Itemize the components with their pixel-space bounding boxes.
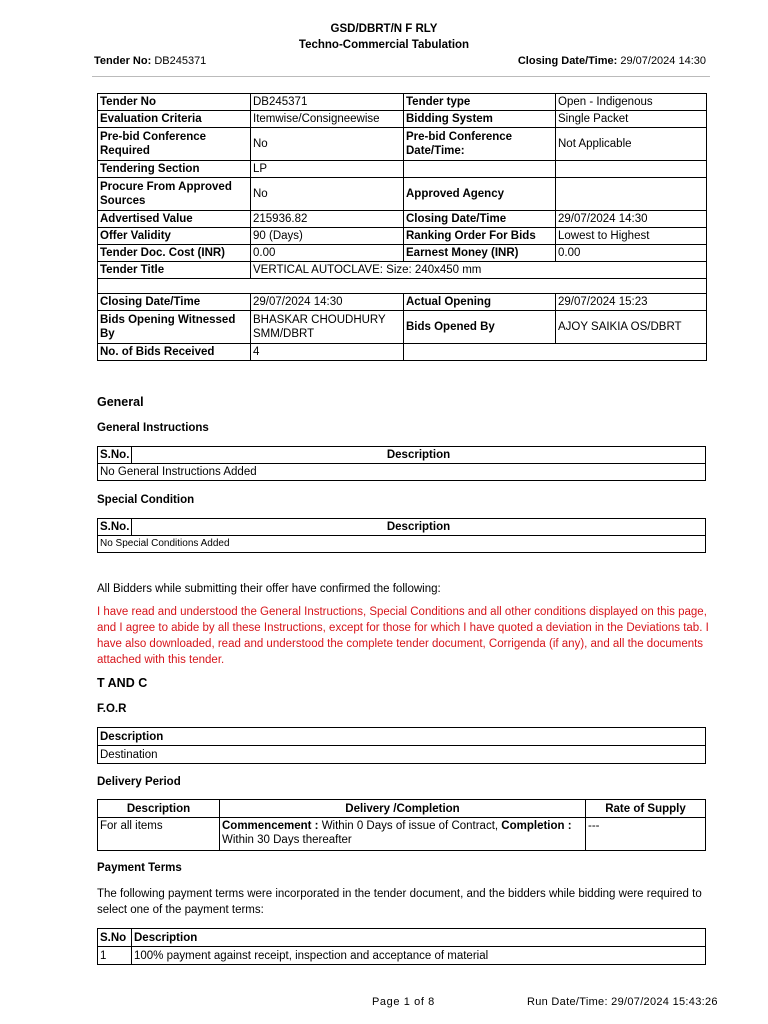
table-row (98, 245, 707, 262)
table-cell: 0.00 (556, 245, 707, 262)
table-cell: DB245371 (251, 94, 404, 111)
table-cell: No (251, 128, 404, 161)
description-header: Description (132, 447, 706, 464)
table-cell: Bids Opened By (404, 311, 556, 344)
table-cell: Earnest Money (INR) (404, 245, 556, 262)
sno-header: S.No (98, 929, 132, 947)
empty-message: No General Instructions Added (98, 464, 706, 481)
description-header: Description (132, 519, 706, 536)
table-cell: Tender Title (98, 262, 251, 279)
closing-meta-label: Closing Date/Time: (517, 55, 618, 67)
delivery-description-header: Description (98, 800, 220, 818)
table-cell: Bids Opening Witnessed By (98, 311, 251, 344)
table-cell: 4 (251, 344, 404, 361)
table-cell: LP (251, 161, 404, 178)
table-header-row (98, 728, 706, 746)
payment-terms-intro: The following payment terms were incorporated in the tender document, and the bidders while bidding were required to select one of the payment terms: (97, 888, 702, 916)
table-cell (404, 161, 556, 178)
bids-received-row (98, 344, 707, 361)
table-row (98, 161, 707, 178)
closing-meta (518, 55, 706, 67)
for-description-header: Description (98, 728, 706, 746)
table-cell: Closing Date/Time (98, 294, 251, 311)
table-cell (556, 178, 707, 211)
completion-label: Completion : (501, 820, 572, 832)
delivery-item: For all items (98, 818, 220, 851)
table-cell: Tendering Section (98, 161, 251, 178)
table-row (98, 311, 707, 344)
table-cell: No (251, 178, 404, 211)
general-instructions-table (97, 446, 706, 481)
table-cell: Tender type (404, 94, 556, 111)
table-cell (556, 161, 707, 178)
org-heading: GSD/DBRT/N F RLY (330, 23, 438, 35)
empty-cell (404, 344, 707, 361)
completion-text: Within 30 Days thereafter (222, 834, 352, 846)
page-number: Page 1 of 8 (372, 996, 435, 1008)
table-cell: Closing Date/Time (404, 211, 556, 228)
rate-of-supply-header: Rate of Supply (586, 800, 706, 818)
for-heading: F.O.R (97, 703, 127, 715)
general-heading: General (97, 395, 144, 409)
document-title: Techno-Commercial Tabulation (298, 39, 470, 51)
description-header: Description (132, 929, 706, 947)
confirmation-statement: I have read and understood the General Instructions, Special Conditions and all other conditions displayed on this page, and I agree to abide by all these Instructions, except for those for which I have quoted a deviation in the Deviations tab. I have also downloaded, read and understood the complete tender document, Corrigenda (if any), and all the documents attached with this tender. (97, 606, 709, 666)
rate-of-supply: --- (586, 818, 706, 851)
table-cell: Offer Validity (98, 228, 251, 245)
table-cell: Single Packet (556, 111, 707, 128)
table-cell: Actual Opening (404, 294, 556, 311)
spacer-row (98, 279, 707, 294)
table-row (98, 211, 707, 228)
for-value: Destination (98, 746, 706, 764)
payment-terms-table (97, 928, 706, 965)
table-header-row (98, 519, 706, 536)
payment-sno: 1 (98, 947, 132, 965)
tender-no-meta-label: Tender No: (94, 55, 152, 67)
table-cell: Ranking Order For Bids (404, 228, 556, 245)
payment-terms-heading: Payment Terms (97, 862, 182, 874)
table-cell: VERTICAL AUTOCLAVE: Size: 240x450 mm (251, 262, 707, 279)
tender-title-row (98, 262, 707, 279)
sno-header: S.No. (98, 447, 132, 464)
table-cell: 215936.82 (251, 211, 404, 228)
run-datetime: Run Date/Time: 29/07/2024 15:43:26 (527, 996, 718, 1008)
table-cell: Procure From Approved Sources (98, 178, 251, 211)
general-instructions-heading: General Instructions (97, 422, 209, 434)
table-cell: 90 (Days) (251, 228, 404, 245)
delivery-period-heading: Delivery Period (97, 776, 181, 788)
table-row (98, 746, 706, 764)
sno-header: S.No. (98, 519, 132, 536)
payment-description: 100% payment against receipt, inspection and acceptance of material (132, 947, 706, 965)
table-row (98, 947, 706, 965)
table-cell: 29/07/2024 15:23 (556, 294, 707, 311)
table-cell: Advertised Value (98, 211, 251, 228)
table-cell: Open - Indigenous (556, 94, 707, 111)
table-cell: BHASKAR CHOUDHURY SMM/DBRT (251, 311, 404, 344)
commencement-label: Commencement : (222, 820, 319, 832)
table-cell: Not Applicable (556, 128, 707, 161)
table-cell: AJOY SAIKIA OS/DBRT (556, 311, 707, 344)
special-condition-table (97, 518, 706, 553)
commencement-text: Within 0 Days of issue of Contract, (318, 820, 502, 832)
table-cell: Tender No (98, 94, 251, 111)
table-row (98, 94, 707, 111)
table-header-row (98, 800, 706, 818)
table-row (98, 464, 706, 481)
tandc-heading: T AND C (97, 676, 148, 690)
table-cell: Tender Doc. Cost (INR) (98, 245, 251, 262)
table-header-row (98, 929, 706, 947)
table-cell: Bidding System (404, 111, 556, 128)
confirmation-intro: All Bidders while submitting their offer have confirmed the following: (97, 583, 441, 595)
header-divider (92, 76, 710, 77)
table-row (98, 294, 707, 311)
delivery-completion-cell (220, 818, 586, 851)
table-cell: 29/07/2024 14:30 (556, 211, 707, 228)
table-row (98, 111, 707, 128)
table-cell: Approved Agency (404, 178, 556, 211)
table-cell: Evaluation Criteria (98, 111, 251, 128)
delivery-table (97, 799, 706, 851)
for-table (97, 727, 706, 764)
tender-info-table (97, 93, 707, 361)
spacer-cell (98, 279, 707, 294)
table-cell: Pre-bid Conference Required (98, 128, 251, 161)
table-cell: Itemwise/Consigneewise (251, 111, 404, 128)
table-cell: No. of Bids Received (98, 344, 251, 361)
table-row (98, 128, 707, 161)
special-condition-heading: Special Condition (97, 494, 195, 506)
closing-meta-value: 29/07/2024 14:30 (620, 55, 706, 67)
table-cell: Lowest to Highest (556, 228, 707, 245)
table-row (98, 228, 707, 245)
tender-no-meta-value: DB245371 (154, 55, 207, 67)
empty-message: No Special Conditions Added (98, 536, 706, 553)
table-row (98, 178, 707, 211)
table-row (98, 818, 706, 851)
table-row (98, 536, 706, 553)
table-header-row (98, 447, 706, 464)
tender-no-meta (94, 55, 206, 67)
table-cell: Pre-bid Conference Date/Time: (404, 128, 556, 161)
delivery-completion-header: Delivery /Completion (220, 800, 586, 818)
table-cell: 29/07/2024 14:30 (251, 294, 404, 311)
table-cell: 0.00 (251, 245, 404, 262)
